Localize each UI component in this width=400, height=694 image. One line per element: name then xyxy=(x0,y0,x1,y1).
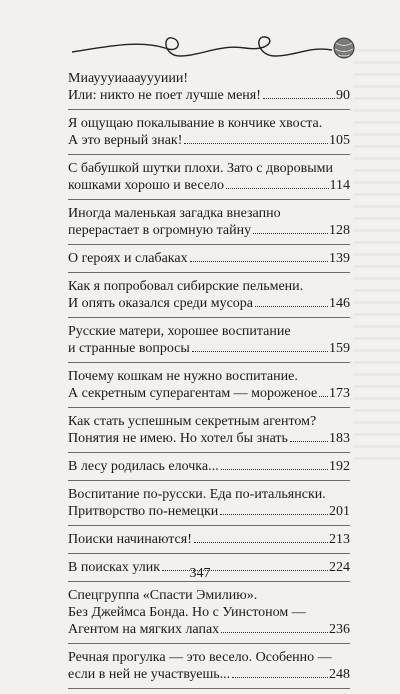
dot-leader xyxy=(319,396,328,397)
toc-entry-page: 114 xyxy=(329,178,350,193)
dot-leader xyxy=(190,261,328,262)
toc-entry-line: Как стать успешным секретным агентом? xyxy=(68,414,317,429)
toc-entry-line: С бабушкой шутки плохи. Зато с дворовыми xyxy=(68,161,333,176)
toc-entry-last-line xyxy=(68,87,350,104)
toc-entry-page: 146 xyxy=(329,296,350,311)
toc-entry-title: Притворство по-немецки xyxy=(68,504,219,519)
toc-entry-line: Как я попробовал сибирские пельмени. xyxy=(68,279,304,294)
dot-leader xyxy=(192,351,328,352)
toc-entry xyxy=(68,115,350,155)
toc-entry xyxy=(68,587,350,644)
toc-entry xyxy=(68,160,350,200)
toc-entry-page: 183 xyxy=(329,431,350,446)
toc-entry-line: Почему кошкам не нужно воспитание. xyxy=(68,369,298,384)
toc-entry-page: 224 xyxy=(329,560,350,575)
toc-entry-page: 159 xyxy=(329,341,350,356)
toc-entry xyxy=(68,531,350,554)
toc-entry-title: А это верный знак! xyxy=(68,133,183,148)
toc-entry-page: 192 xyxy=(329,459,350,474)
toc-entry-last-line xyxy=(68,177,350,194)
dot-leader xyxy=(290,441,328,442)
toc-entry-title: О героях и слабаках xyxy=(68,251,188,266)
toc-entry-page: 248 xyxy=(329,667,350,682)
toc-entry-page: 173 xyxy=(329,386,350,401)
toc-entry-line: Воспитание по-русски. Еда по-итальянски. xyxy=(68,487,326,502)
dot-leader xyxy=(220,514,328,515)
toc-entry-page: 90 xyxy=(336,88,350,103)
toc-entry xyxy=(68,323,350,363)
toc-entry-title: и странные вопросы xyxy=(68,341,190,356)
toc-entry-title: В поисках улик xyxy=(68,560,161,575)
toc-entry-page: 236 xyxy=(329,622,350,637)
toc-entry-last-line xyxy=(68,385,350,402)
toc-entry xyxy=(68,278,350,318)
dot-leader xyxy=(221,469,328,470)
dot-leader xyxy=(255,306,328,307)
toc-entry xyxy=(68,205,350,245)
toc-entry-last-line xyxy=(68,621,350,638)
toc-entry xyxy=(68,250,350,273)
toc-entry-line: Русские матери, хорошее воспитание xyxy=(68,324,291,339)
toc-entry-last-line xyxy=(68,132,350,149)
table-of-contents xyxy=(68,70,350,694)
toc-entry-last-line xyxy=(68,458,350,475)
toc-entry-line: Я ощущаю покалывание в кончике хвоста. xyxy=(68,116,323,131)
dot-leader xyxy=(263,98,335,99)
toc-entry-title: И опять оказался среди мусора xyxy=(68,296,254,311)
toc-entry-line: Миауууиааауууиии! xyxy=(68,71,189,86)
toc-entry xyxy=(68,368,350,408)
dot-leader xyxy=(184,143,328,144)
toc-entry-last-line xyxy=(68,503,350,520)
toc-entry-title: Понятия не имею. Но хотел бы знать xyxy=(68,431,288,446)
dot-leader xyxy=(253,233,328,234)
toc-entry-page: 201 xyxy=(329,504,350,519)
page-number: 347 xyxy=(189,566,211,581)
toc-entry-page: 213 xyxy=(329,532,350,547)
dot-leader xyxy=(194,542,328,543)
toc-entry xyxy=(68,458,350,481)
toc-entry-line: Спецгруппа «Спасти Эмилию». xyxy=(68,588,258,603)
toc-entry-title: В лесу родилась елочка... xyxy=(68,459,219,474)
toc-entry-title: Или: никто не поет лучше меня! xyxy=(68,88,261,103)
toc-entry-last-line xyxy=(68,430,350,447)
toc-entry xyxy=(68,486,350,526)
toc-entry-line: Без Джеймса Бонда. Но с Уинстоном — xyxy=(68,605,306,620)
toc-entry-last-line xyxy=(68,222,350,239)
toc-entry-line: Речная прогулка — это весело. Особенно — xyxy=(68,650,332,665)
dot-leader xyxy=(226,188,329,189)
toc-entry-last-line xyxy=(68,250,350,267)
toc-entry-line: Иногда маленькая загадка внезапно xyxy=(68,206,281,221)
yarn-ball-ornament-icon xyxy=(70,26,360,66)
toc-entry-page: 105 xyxy=(329,133,350,148)
dot-leader xyxy=(232,677,328,678)
dot-leader xyxy=(221,632,328,633)
toc-entry-title: перерастает в огромную тайну xyxy=(68,223,252,238)
toc-entry-title: если в ней не участвуешь... xyxy=(68,667,231,682)
toc-entry-last-line xyxy=(68,666,350,683)
toc-entry xyxy=(68,649,350,689)
toc-entry-title: кошками хорошо и весело xyxy=(68,178,224,193)
toc-entry-page: 139 xyxy=(329,251,350,266)
toc-entry-title: Агентом на мягких лапах xyxy=(68,622,220,637)
bleed-through-shadow xyxy=(354,40,400,460)
toc-entry-last-line xyxy=(68,531,350,548)
toc-entry-title: А секретным суперагентам — мороженое xyxy=(68,386,318,401)
toc-entry xyxy=(68,70,350,110)
toc-entry xyxy=(68,413,350,453)
toc-entry-last-line xyxy=(68,340,350,357)
toc-entry-last-line xyxy=(68,295,350,312)
toc-entry-page: 128 xyxy=(329,223,350,238)
toc-entry-title: Поиски начинаются! xyxy=(68,532,192,547)
